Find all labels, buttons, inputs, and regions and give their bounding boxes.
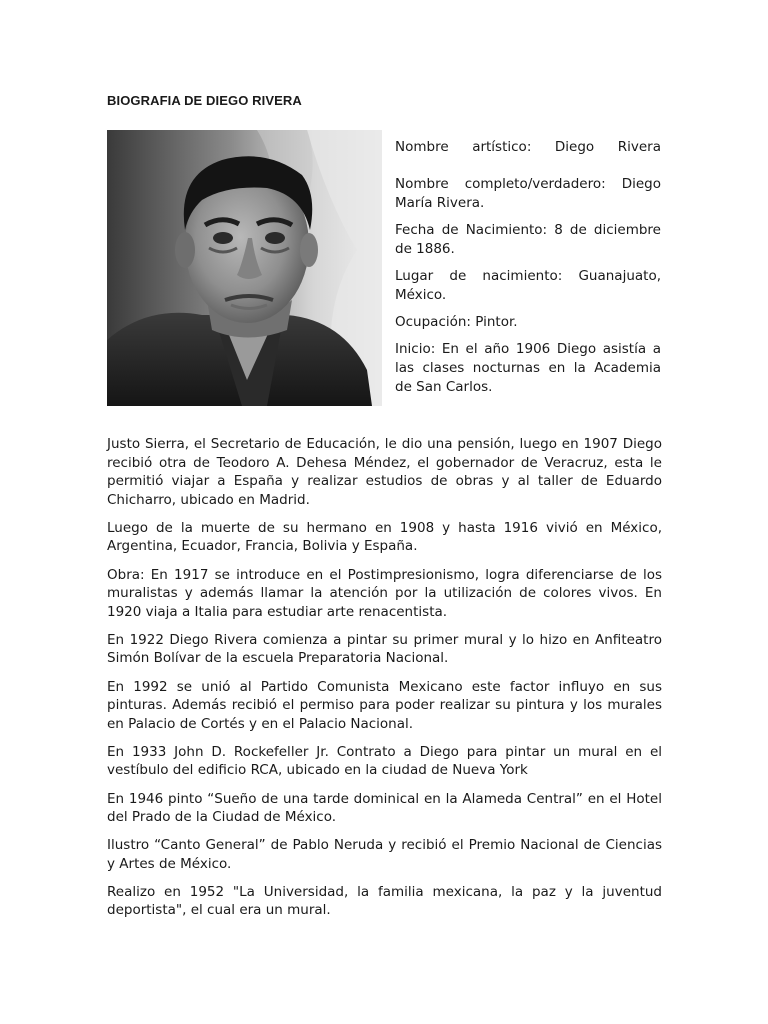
paragraph: Justo Sierra, el Secretario de Educación, le dio una pensión, luego en 1907 Diego recibió otra de Teodoro A. Dehesa Méndez, el gobernador de Veracruz, esta le permitió viajar a España y realizar estudios de obras y al taller de Eduardo Chicharro, ubicado en Madrid.	[107, 436, 662, 508]
paragraph: En 1992 se unió al Partido Comunista Mexicano este factor influyo en sus pinturas. Además recibió el permiso para poder realizar su pintura y los murales en Palacio de Cortés y en el Palacio Nacional.	[107, 678, 662, 732]
paragraph: Luego de la muerte de su hermano en 1908 y hasta 1916 vivió en México, Argentina, Ecuador, Francia, Bolivia y España.	[107, 519, 662, 555]
paragraph: En 1922 Diego Rivera comienza a pintar su primer mural y lo hizo en Anfiteatro Simón Bolívar de la escuela Preparatoria Nacional.	[107, 631, 662, 667]
paragraph: En 1946 pinto “Sueño de una tarde dominical en la Alameda Central” en el Hotel del Prado de la Ciudad de México.	[107, 790, 662, 826]
paragraph: Ilustro “Canto General” de Pablo Neruda y recibió el Premio Nacional de Ciencias y Artes de México.	[107, 837, 662, 872]
info-occupation: Ocupación: Pintor.	[395, 314, 518, 330]
document-title: BIOGRAFIA DE DIEGO RIVERA	[107, 93, 302, 108]
portrait-photo	[107, 130, 382, 406]
info-birth-date: Fecha de Nacimiento: 8 de diciembre de 1886.	[395, 222, 661, 257]
portrait-photo-icon	[107, 130, 382, 406]
info-artistic-name: Nombre artístico: Diego Rivera	[395, 139, 661, 155]
info-panel	[395, 138, 661, 405]
paragraph: Obra: En 1917 se introduce en el Postimpresionismo, logra diferenciarse de los muralistas y además llamar la atención por la utilización de colores vivos. En 1920 viaja a Italia para estudiar arte renacentista.	[107, 566, 662, 620]
info-full-name: Nombre completo/verdadero: Diego María Rivera.	[395, 176, 661, 211]
paragraph: En 1933 John D. Rockefeller Jr. Contrato a Diego para pintar un mural en el vestíbulo del edificio RCA, ubicado en la ciudad de Nueva York	[107, 743, 662, 779]
biography-body	[107, 435, 662, 930]
info-birth-place: Lugar de nacimiento: Guanajuato, México.	[395, 268, 661, 303]
paragraph: Realizo en 1952 "La Universidad, la familia mexicana, la paz y la juventud deportista", el cual era un mural.	[107, 883, 662, 919]
info-start: Inicio: En el año 1906 Diego asistía a las clases nocturnas en la Academia de San Carlos.	[395, 341, 661, 395]
